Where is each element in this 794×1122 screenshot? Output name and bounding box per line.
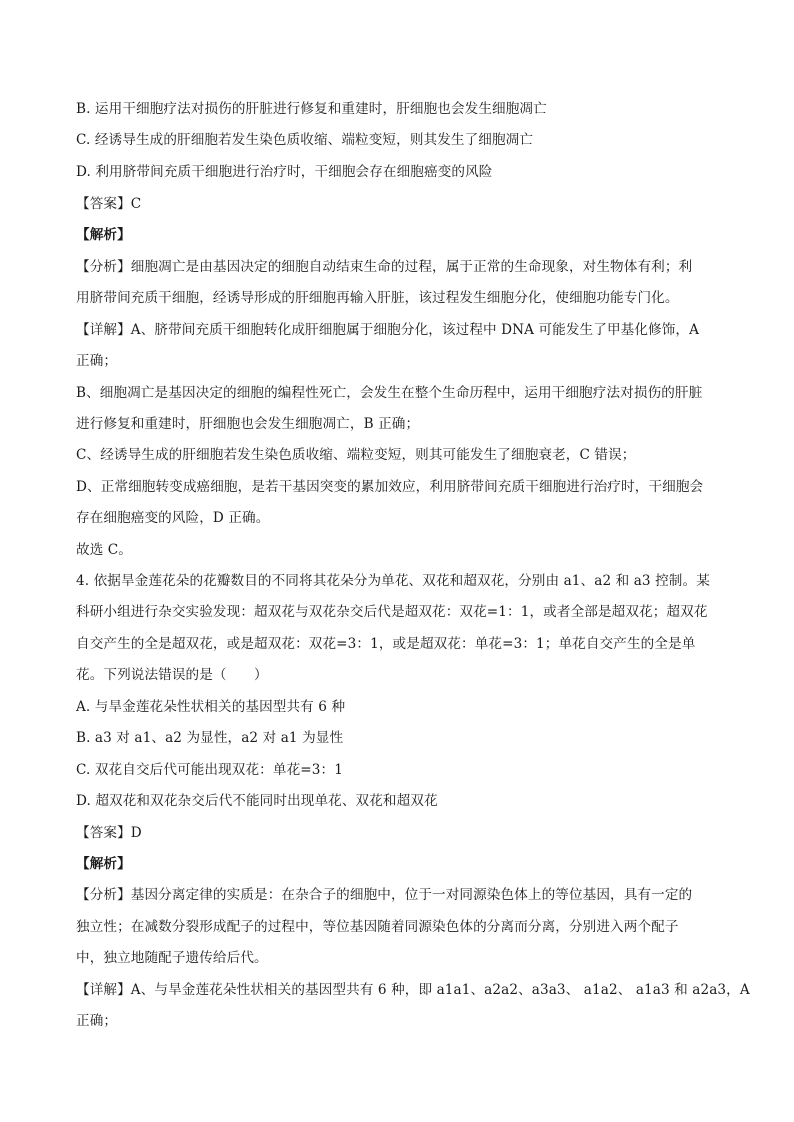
option-c-text: C. 经诱导生成的肝细胞若发生染色质收缩、端粒变短，则其发生了细胞凋亡 — [76, 132, 534, 148]
analysis-paragraph-line: 中，独立地随配子遗传给后代。 — [76, 950, 268, 966]
detail-paragraph-line: 进行修复和重建时，肝细胞也会发生细胞凋亡，B 正确； — [76, 416, 420, 432]
answer-label: 【答案】C — [76, 196, 142, 212]
detail-paragraph-line: 【详解】A、脐带间充质干细胞转化成肝细胞属于细胞分化，该过程中 DNA 可能发生了甲基化修饰，A — [76, 322, 700, 338]
analysis-paragraph-line: 【分析】基因分离定律的实质是：在杂合子的细胞中，位于一对同源染色体上的等位基因，具有一定的 — [76, 887, 693, 903]
option-b-text: B. 运用干细胞疗法对损伤的肝脏进行修复和重建时，肝细胞也会发生细胞凋亡 — [76, 101, 547, 117]
analysis-heading: 【解析】 — [76, 227, 131, 243]
answer-label: 【答案】D — [76, 825, 142, 841]
analysis-paragraph-line: 用脐带间充质干细胞，经诱导形成的肝细胞再输入肝脏，该过程发生细胞分化，使细胞功能专门化。 — [76, 290, 679, 306]
question-4-stem-line: 花。下列说法错误的是（ ） — [76, 667, 268, 683]
question-4-stem-line: 自交产生的全是超双花，或是超双花：双花=3：1，或是超双花：单花=3：1；单花自交产生的全是单 — [76, 636, 696, 652]
detail-paragraph-line: B、细胞凋亡是基因决定的细胞的编程性死亡，会发生在整个生命历程中，运用干细胞疗法对损伤的肝脏 — [76, 385, 703, 401]
analysis-paragraph-line: 【分析】细胞凋亡是由基因决定的细胞自动结束生命的过程，属于正常的生命现象，对生物体有利；利 — [76, 259, 693, 275]
question-4-stem-line: 4. 依据旱金莲花朵的花瓣数目的不同将其花朵分为单花、双花和超双花，分别由 a1、a2 和 a3 控制。某 — [76, 573, 710, 589]
option-d-text: D. 利用脐带间充质干细胞进行治疗时，干细胞会存在细胞癌变的风险 — [76, 164, 493, 180]
detail-paragraph-line: D、正常细胞转变成癌细胞，是若干基因突变的累加效应，利用脐带间充质干细胞进行治疗时，干细胞会 — [76, 479, 704, 495]
option-b-text: B. a3 对 a1、a2 为显性，a2 对 a1 为显性 — [76, 730, 344, 746]
question-4-stem-line: 科研小组进行杂交实验发现：超双花与双花杂交后代是超双花：双花=1：1，或者全部是超双花；超双花 — [76, 604, 708, 620]
detail-paragraph-line: C、经诱导生成的肝细胞若发生染色质收缩、端粒变短，则其可能发生了细胞衰老，C 错误； — [76, 447, 636, 463]
analysis-heading: 【解析】 — [76, 856, 131, 872]
detail-paragraph-line: 存在细胞癌变的风险，D 正确。 — [76, 510, 270, 526]
detail-paragraph-line: 【详解】A、与旱金莲花朵性状相关的基因型共有 6 种，即 a1a1、a2a2、a3a3、 a1a2、 a1a3 和 a2a3，A — [76, 982, 750, 998]
conclusion-text: 故选 C。 — [76, 542, 133, 558]
option-a-text: A. 与旱金莲花朵性状相关的基因型共有 6 种 — [76, 699, 346, 715]
analysis-paragraph-line: 独立性；在减数分裂形成配子的过程中，等位基因随着同源染色体的分离而分离，分别进入两个配子 — [76, 919, 679, 935]
option-d-text: D. 超双花和双花杂交后代不能同时出现单花、双花和超双花 — [76, 793, 438, 809]
detail-paragraph-line: 正确； — [76, 353, 118, 369]
option-c-text: C. 双花自交后代可能出现双花：单花=3：1 — [76, 762, 343, 778]
detail-paragraph-line: 正确； — [76, 1013, 118, 1029]
